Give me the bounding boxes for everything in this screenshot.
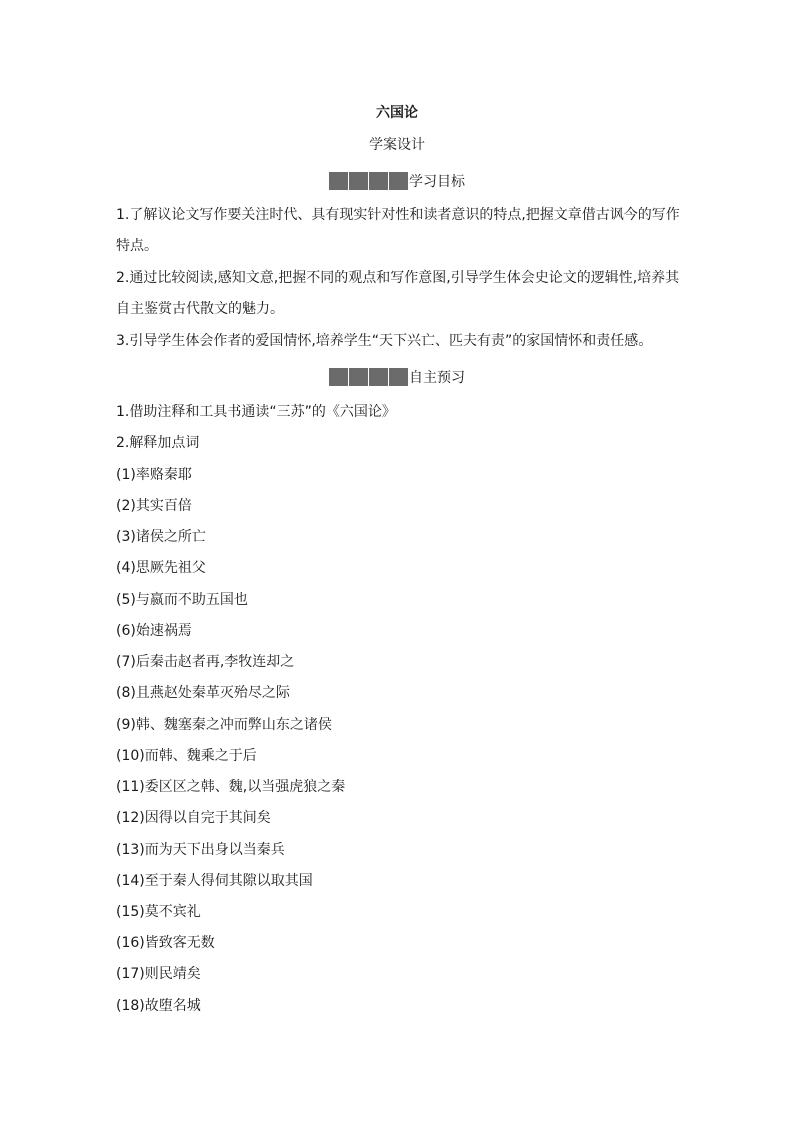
section-marker-blocks	[329, 172, 408, 190]
vocab-item: (2)其实百倍	[116, 498, 192, 514]
document-title: 六国论	[376, 105, 418, 121]
vocab-item: (5)与嬴而不助五国也	[116, 592, 248, 608]
objective-item-1: 1.了解议论文写作要关注时代、具有现实针对性和读者意识的特点,把握文章借古讽今的写作特点。	[116, 207, 680, 254]
vocab-item: (10)而韩、魏乘之于后	[116, 748, 257, 764]
preview-heading	[0, 367, 794, 387]
vocab-item: (11)委区区之韩、魏,以当强虎狼之秦	[116, 779, 346, 795]
document-subtitle: 学案设计	[369, 137, 425, 153]
vocab-item: (4)思厥先祖父	[116, 560, 206, 576]
vocab-item: (17)则民靖矣	[116, 966, 201, 982]
vocab-item: (1)率赂秦耶	[116, 467, 192, 483]
vocab-item: (9)韩、魏塞秦之冲而弊山东之诸侯	[116, 717, 332, 733]
vocab-item: (12)因得以自完于其间矣	[116, 810, 271, 826]
objective-item-2: 2.通过比较阅读,感知文意,把握不同的观点和写作意图,引导学生体会史论文的逻辑性,培养其自主鉴赏古代散文的魅力。	[116, 270, 680, 317]
vocab-item: (6)始速祸焉	[116, 623, 192, 639]
vocab-item: (7)后秦击赵者再,李牧连却之	[116, 654, 295, 670]
objectives-heading-text: 学习目标	[409, 174, 465, 190]
vocab-item: (16)皆致客无数	[116, 935, 215, 951]
vocab-item: (13)而为天下出身以当秦兵	[116, 842, 285, 858]
objectives-heading	[0, 171, 794, 191]
vocab-item: (14)至于秦人得伺其隙以取其国	[116, 873, 313, 889]
preview-heading-text: 自主预习	[409, 370, 465, 386]
vocab-item: (18)故堕名城	[116, 998, 201, 1014]
vocab-item: (8)且燕赵处秦革灭殆尽之际	[116, 685, 290, 701]
preview-task-2: 2.解释加点词	[116, 435, 200, 451]
vocab-item: (15)莫不宾礼	[116, 904, 201, 920]
preview-task-1: 1.借助注释和工具书通读“三苏”的《六国论》	[116, 404, 396, 420]
section-marker-blocks	[329, 368, 408, 386]
objective-item-3: 3.引导学生体会作者的爱国情怀,培养学生“天下兴亡、匹夫有责”的家国情怀和责任感。	[116, 333, 653, 349]
vocab-item: (3)诸侯之所亡	[116, 529, 206, 545]
